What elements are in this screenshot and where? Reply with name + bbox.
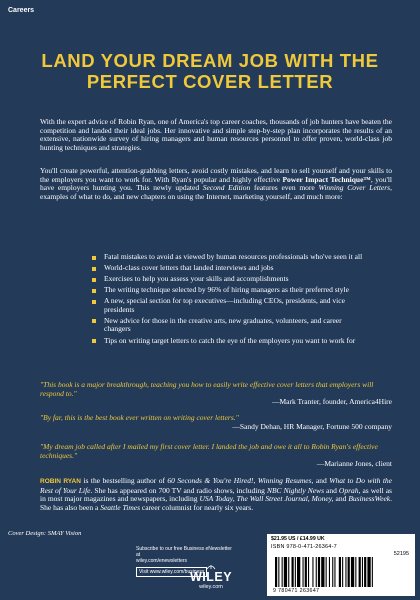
bio-text: and — [323, 485, 339, 495]
feature-item — [92, 286, 364, 295]
edition-name: Second Edition — [202, 183, 251, 193]
body-text: You'll create powerful, attention-grabbing letters, avoid costly mistakes, and learn to sell yourself and your skills to the employers you want to work for. With Ryan's popular and highly effective — [40, 166, 392, 184]
bio-text: . She has also been a — [40, 494, 392, 512]
bio-text: is the bestselling author of — [80, 476, 168, 485]
bio-publication: Seattle Times — [100, 502, 140, 512]
barcode-stripe — [303, 557, 304, 587]
barcode-stripe — [318, 557, 320, 587]
barcode-stripe — [305, 557, 307, 587]
feature-item — [92, 317, 364, 334]
barcode-stripe — [308, 557, 309, 587]
testimonial-attribution: —Sandy Dehan, HR Manager, Fortune 500 company — [232, 421, 392, 431]
intro-paragraph: With the expert advice of Robin Ryan, one of America's top career coaches, thousands of job hunters have beaten the competition and landed their ideal jobs. Her innovative and simple step-by-step plan incorporates the results of an extensive, nationwide survey of hiring managers and human resources personnel to offer proven, world-class job hunting techniques and strategies. — [40, 117, 392, 152]
barcode-stripe — [348, 557, 350, 587]
testimonial — [40, 414, 392, 431]
barcode-number: 9 780471 263647 — [273, 588, 320, 594]
bio-text: , as well as in most major magazines and newspapers, including — [40, 485, 392, 504]
publisher-url: wiley.com — [199, 584, 223, 590]
barcode-stripe — [359, 557, 361, 587]
bio-publications: USA Today, The Wall Street Journal, Money, — [199, 494, 334, 504]
bio-show: NBC Nightly News — [266, 485, 324, 495]
barcode-stripe — [295, 557, 296, 587]
feature-text: Tips on writing target letters to catch the eye of the employers you want to work for — [104, 335, 356, 345]
bio-publication: BusinessWeek — [348, 494, 391, 504]
testimonial — [40, 381, 392, 407]
barcode-stripe — [362, 557, 363, 587]
visit-link: Visit www.wiley.com/business — [136, 567, 207, 577]
barcode-stripe — [329, 557, 330, 587]
barcode-stripe — [292, 557, 294, 587]
headline-line-1: LAND YOUR DREAM JOB WITH THE — [41, 50, 379, 71]
barcode-stripe — [326, 557, 327, 587]
barcode-stripe — [342, 557, 343, 587]
feature-text: Fatal mistakes to avoid as viewed by human resources professionals who've seen it all — [104, 252, 363, 261]
publisher-logo — [189, 563, 233, 591]
author-bio — [40, 477, 392, 512]
bio-text: career columnist for nearly six years. — [140, 502, 254, 512]
barcode-stripe — [321, 557, 324, 587]
barcode-stripe — [297, 557, 300, 587]
feature-item — [92, 297, 364, 314]
square-bullet-icon — [92, 300, 96, 304]
barcode-stripe — [345, 557, 346, 587]
price-code: 52195 — [393, 551, 409, 557]
feature-text: New advice for those in the creative arts, new graduates, volunteers, and career changers — [104, 315, 342, 334]
barcode-stripe — [372, 557, 373, 587]
barcode-stripe — [364, 557, 366, 587]
testimonial-text: "By far, this is the best book ever written on writing cover letters." — [40, 413, 239, 422]
barcode-stripe — [282, 557, 283, 587]
square-bullet-icon — [92, 339, 96, 343]
barcode-stripe — [355, 557, 356, 587]
bio-text: . She has appeared on 700 TV and radio shows, including — [90, 485, 267, 495]
feature-list — [92, 253, 364, 348]
newsletter-text: Subscribe to our free Business eNewsletter at — [136, 546, 232, 558]
body-text: , examples of what to do, and new chapters on using the Internet, marketing yourself, and much more: — [40, 183, 392, 201]
category-label: Careers — [8, 7, 35, 14]
body-paragraph — [40, 167, 392, 201]
square-bullet-icon — [92, 267, 96, 271]
feature-item — [92, 264, 364, 273]
price-label: $21.95 US / £14.99 UK — [271, 536, 325, 542]
technique-name: Power Impact Technique — [282, 174, 364, 184]
trademark-mark: ™ — [363, 174, 371, 184]
barcode-stripe — [275, 557, 277, 587]
feature-text: World-class cover letters that landed interviews and jobs — [104, 263, 274, 273]
bio-show: Oprah — [338, 485, 359, 495]
testimonial — [40, 443, 392, 469]
book-title: Winning Cover Letters — [318, 183, 391, 193]
author-name: ROBIN RYAN — [40, 478, 81, 485]
bio-book-title: What to Do with the Rest of Your Life — [40, 476, 392, 495]
barcode-panel — [267, 534, 415, 596]
testimonial-text: "My dream job called after I mailed my first cover letter. I landed the job and owe it all to Robin Ryan's effective techniques." — [40, 442, 378, 460]
isbn-number: ISBN 978-0-471-26364-7 — [271, 544, 337, 550]
wiley-emblem-icon — [206, 563, 216, 570]
body-text: , you'll have employers hunting you. This newly updated — [40, 174, 392, 193]
cover-design-credit: Cover Design: SMAY Vision — [8, 530, 82, 537]
headline — [18, 50, 402, 92]
publisher-name: WILEY — [189, 570, 233, 584]
bio-text: and — [333, 494, 349, 504]
feature-item — [92, 275, 364, 284]
feature-text: The writing technique selected by 96% of hiring managers as their preferred style — [104, 285, 349, 295]
testimonial-text: "This book is a major breakthrough, teaching you how to easily write effective cover letters that employers will respond to." — [40, 380, 374, 398]
barcode-stripe — [312, 557, 313, 587]
barcode-stripe — [288, 557, 289, 587]
barcode-stripe — [316, 557, 317, 587]
testimonial-attribution: —Mark Tranter, founder, America4Hire — [272, 397, 392, 407]
headline-line-2: PERFECT COVER LETTER — [86, 71, 334, 92]
square-bullet-icon — [92, 278, 96, 282]
barcode-stripe — [284, 557, 287, 587]
feature-text: A new, special section for top executives—including CEOs, presidents, and vice presidents — [104, 296, 345, 314]
square-bullet-icon — [92, 256, 96, 260]
bio-book-titles: 60 Seconds & You're Hired!, Winning Resumes, — [167, 476, 314, 485]
bio-text: and — [313, 476, 330, 485]
barcode-stripe — [351, 557, 354, 587]
testimonial-attribution: —Marianne Jones, client — [316, 459, 392, 469]
body-text: features even more — [250, 183, 319, 193]
barcode-stripe — [332, 557, 333, 587]
barcode-stripe — [334, 557, 335, 587]
feature-item — [92, 253, 364, 262]
barcode-stripe — [339, 557, 341, 587]
feature-text: Exercises to help you assess your skills and accomplishments — [104, 274, 289, 284]
barcode-stripe — [367, 557, 370, 587]
barcode-icon — [273, 557, 411, 587]
square-bullet-icon — [92, 319, 96, 323]
square-bullet-icon — [92, 289, 96, 293]
newsletter-url: wiley.com/enewsletters — [136, 558, 188, 564]
barcode-stripe — [278, 557, 279, 587]
feature-item — [92, 337, 364, 346]
